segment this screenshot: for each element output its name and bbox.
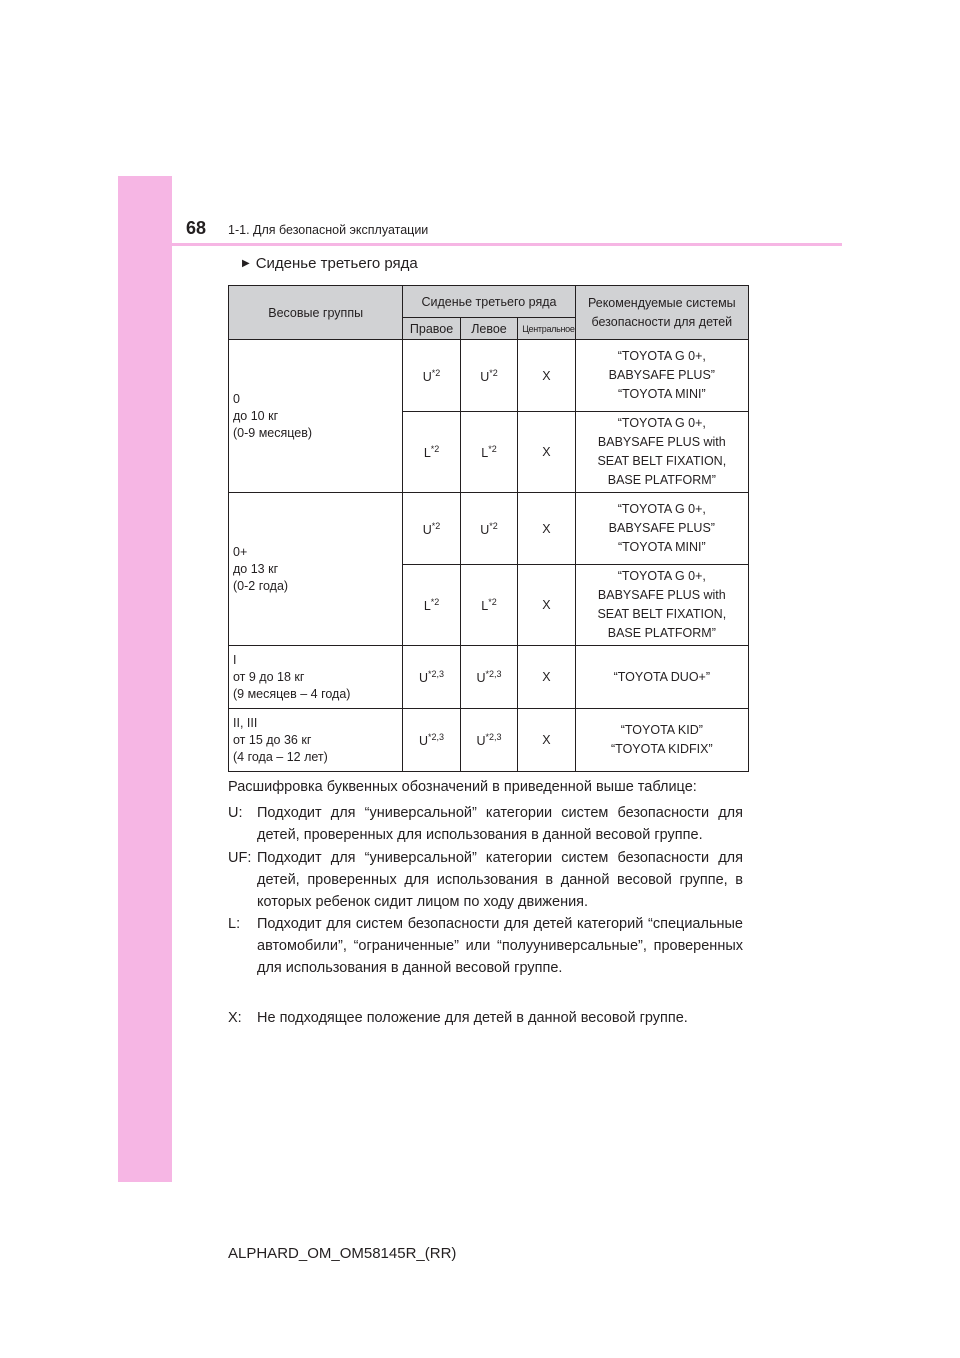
left-seat-cell: $U^{*2}$ xyxy=(460,493,517,565)
right-seat-cell-footnote: *2 xyxy=(430,444,440,454)
left-seat-cell: U$^{*2,3}$ xyxy=(460,709,517,772)
left-seat-cell-footnote: *2 xyxy=(488,597,497,607)
left-seat-cell-footnote: *2 xyxy=(489,367,498,378)
right-seat-cell: U$^{*2,3}$ xyxy=(403,709,460,772)
right-seat-cell-footnote: *2,3 xyxy=(428,669,445,679)
right-seat-cell: $L^{*2}$ xyxy=(403,565,460,646)
legend-item xyxy=(228,1007,743,1029)
right-seat-cell: $L^{*2}$ xyxy=(403,412,460,493)
legend-description: Подходит для “универсальной” категории систем безопасности для детей, проверенных для использования в данной весовой группе. xyxy=(257,805,743,843)
table-body xyxy=(229,340,749,772)
col-header-right: Правое xyxy=(403,318,460,340)
table-row xyxy=(229,709,749,772)
triangle-bullet-icon: ▶ xyxy=(242,258,250,269)
weight-group-cell: 0+ до 13 кг (0-2 года) xyxy=(229,493,403,646)
center-seat-cell: X xyxy=(518,493,575,565)
subheading-text: Сиденье третьего ряда xyxy=(255,255,418,272)
legend-intro: Расшифровка буквенных обозначений в приведенной выше таблице: xyxy=(228,779,697,795)
recommended-system-cell: “TOYOTA KID” “TOYOTA KIDFIX” xyxy=(575,709,748,772)
legend-description: Подходит для систем безопасности для детей категорий “специальные автомобили”, “ограниченные” или “полууниверсальные”, проверенных для использования в данной весовой группе. xyxy=(257,916,743,976)
left-seat-cell: $L^{*2}$ xyxy=(460,565,517,646)
right-seat-cell: $U^{*2}$ xyxy=(403,493,460,565)
left-seat-cell: $U^{*2}$ xyxy=(460,340,517,412)
subheading xyxy=(242,255,418,272)
right-seat-cell-footnote: *2 xyxy=(431,367,441,378)
weight-group-cell: II, III от 15 до 36 кг (4 года – 12 лет) xyxy=(229,709,403,772)
legend-key: X: xyxy=(228,1010,242,1026)
legend-description: Подходит для “универсальной” категории систем безопасности для детей, проверенных для использования в данной весовой группе, в которых ребенок сидит лицом по ходу движения. xyxy=(257,850,743,910)
weight-group-cell: 0 до 10 кг (0-9 месяцев) xyxy=(229,340,403,493)
recommended-system-cell: “TOYOTA DUO+” xyxy=(575,646,748,709)
legend-key: UF: xyxy=(228,850,252,866)
center-seat-cell: X xyxy=(518,646,575,709)
left-seat-cell-footnote: *2,3 xyxy=(485,732,502,742)
section-title: 1-1. Для безопасной эксплуатации xyxy=(228,223,429,237)
right-seat-cell-footnote: *2 xyxy=(431,520,441,531)
right-seat-cell-footnote: *2,3 xyxy=(428,732,445,742)
left-seat-cell: $L^{*2}$ xyxy=(460,412,517,493)
col-header-center: Центральное xyxy=(518,318,575,340)
page-number: 68 xyxy=(186,218,207,238)
col-header-recommended: Рекомендуемые системы безопасности для детей xyxy=(575,286,748,340)
center-seat-cell: X xyxy=(518,709,575,772)
child-seat-table xyxy=(228,285,749,772)
legend-item xyxy=(228,802,743,846)
side-tab-bar xyxy=(118,176,172,1182)
left-seat-cell-footnote: *2,3 xyxy=(485,669,502,679)
recommended-system-cell: “TOYOTA G 0+, BABYSAFE PLUS with SEAT BELT FIXATION, BASE PLATFORM” xyxy=(575,412,748,493)
left-seat-cell-footnote: *2 xyxy=(488,444,497,454)
col-header-left: Левое xyxy=(460,318,517,340)
recommended-system-cell: “TOYOTA G 0+, BABYSAFE PLUS” “TOYOTA MINI” xyxy=(575,493,748,565)
center-seat-cell: X xyxy=(518,340,575,412)
weight-group-cell: I от 9 до 18 кг (9 месяцев – 4 года) xyxy=(229,646,403,709)
legend-key: U: xyxy=(228,805,243,821)
table-row xyxy=(229,646,749,709)
legend-item xyxy=(228,847,743,913)
col-header-weight-groups: Весовые группы xyxy=(229,286,403,340)
left-seat-cell: U$^{*2,3}$ xyxy=(460,646,517,709)
recommended-system-cell: “TOYOTA G 0+, BABYSAFE PLUS with SEAT BELT FIXATION, BASE PLATFORM” xyxy=(575,565,748,646)
right-seat-cell: $U^{*2}$ xyxy=(403,340,460,412)
left-seat-cell-footnote: *2 xyxy=(489,520,498,531)
legend-description: Не подходящее положение для детей в данной весовой группе. xyxy=(257,1010,688,1026)
recommended-system-cell: “TOYOTA G 0+, BABYSAFE PLUS” “TOYOTA MINI” xyxy=(575,340,748,412)
center-seat-cell: X xyxy=(518,565,575,646)
table-row xyxy=(229,340,749,412)
center-seat-cell: X xyxy=(518,412,575,493)
right-seat-cell-footnote: *2 xyxy=(430,597,440,607)
right-seat-cell: U$^{*2,3}$ xyxy=(403,646,460,709)
table-row xyxy=(229,493,749,565)
legend-item xyxy=(228,913,743,979)
legend-key: L: xyxy=(228,916,241,932)
header-divider xyxy=(118,243,842,246)
col-header-third-row: Сиденье третьего ряда xyxy=(403,286,575,318)
footer-doc-code: ALPHARD_OM_OM58145R_(RR) xyxy=(228,1245,457,1262)
